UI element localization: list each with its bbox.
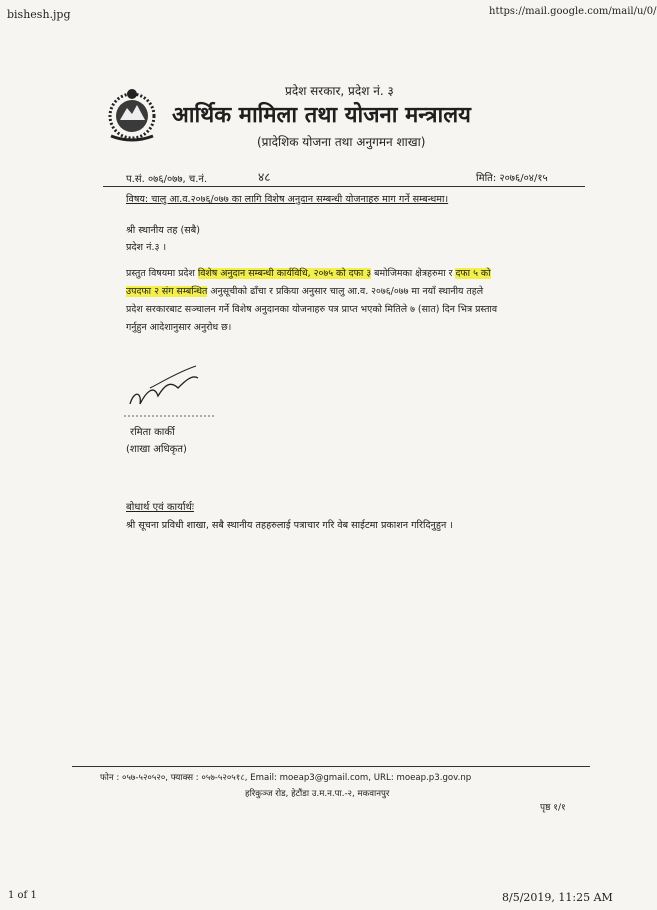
body-line-2 [126,284,483,297]
highlight-text: उपदफा २ संग सम्बन्धित [126,286,208,297]
header-divider [103,186,585,187]
body-text: अनुसूचीको ढाँचा र प्रकिया अनुसार चालु आ.व. २०७६/०७७ मा नयाँ स्थानीय तहले [207,286,484,297]
handwritten-signature [120,360,220,418]
body-line-4: गर्नुहुन आदेशानुसार अनुरोध छ। [126,322,232,333]
letter-date: मिति: २०७६/०४/१५ [476,173,548,184]
body-text: बमोजिमका क्षेत्रहरुमा र [371,268,456,279]
dispatch-number: ४८ [258,170,271,184]
body-line-3: प्रदेश सरकारबाट सञ्चालन गर्ने विशेष अनुदानका योजनाहरु पत्र प्राप्त भएको मितिले ७ (सात) दिन भित्र प्रस्ताव [126,304,498,315]
branch-name: (प्रादेशिक योजना तथा अनुगमन शाखा) [257,135,426,149]
ministry-title: आर्थिक मामिला तथा योजना मन्त्रालय [172,103,471,128]
recipient-line-2: प्रदेश नं.३ । [126,242,167,253]
footer-page-mark: पृष्ठ १/१ [540,803,566,813]
nepal-emblem-icon [103,86,161,142]
government-line: प्रदेश सरकार, प्रदेश नं. ३ [285,84,394,98]
print-timestamp: 8/5/2019, 11:25 AM [502,891,613,904]
signatory-title: (शाखा अधिकृत) [126,444,187,455]
signatory-name: रमिता कार्की [130,427,175,438]
footer-divider [72,766,590,767]
print-filename: bishesh.jpg [7,8,71,21]
highlight-text: विशेष अनुदान सम्बन्धी कार्यविधि, २०७५ को दफा ३ [197,268,372,279]
highlight-text: दफा ५ को [455,268,491,279]
footer-address: हरिकुञ्ज रोड, हेटौंडा उ.म.न.पा.-२, मकवानपुर [245,789,390,799]
letter-number: प.सं. ०७६/०७७, च.नं. [126,174,208,185]
body-line-1 [126,266,491,279]
subject-line: विषय: चालु आ.व.२०७६/०७७ का लागि विशेष अनुदान सम्बन्धी योजनाहरु माग गर्ने सम्बन्धमा। [126,194,449,205]
print-url: https://mail.google.com/mail/u/0/ [489,6,657,17]
print-page-count: 1 of 1 [8,890,37,901]
cc-heading: बोधार्थ एवं कार्यार्थः [126,502,194,513]
footer-contact: फोन : ०५७-५२०५२०, फ्याक्स : ०५७-५२०५१८, Email: moeap3@gmail.com, URL: moeap.p3.gov.np [100,773,472,783]
body-text: प्रस्तुत विषयमा प्रदेश [126,268,198,279]
recipient-line-1: श्री स्थानीय तह (सबै) [126,225,200,236]
cc-line: श्री सूचना प्रविधी शाखा, सबै स्थानीय तहहरुलाई पत्राचार गरि वेब साईटमा प्रकाशन गरिदिनुहुन । [126,520,453,531]
